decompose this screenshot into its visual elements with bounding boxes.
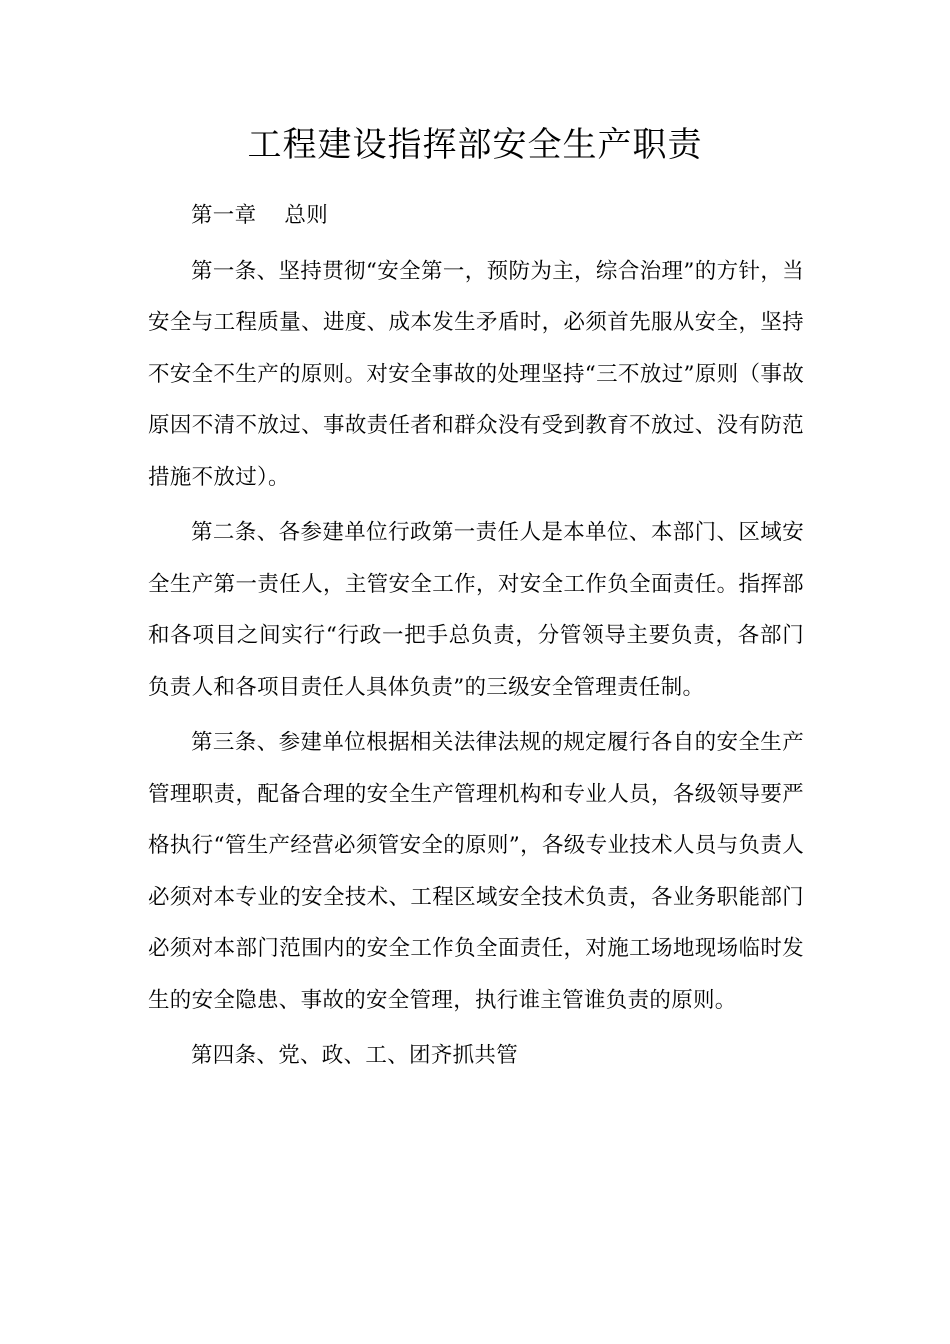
article-3: 第三条、参建单位根据相关法律法规的规定履行各自的安全生产管理职责，配备合理的安全生产管理机构和专业人员，各级领导要严格执行“管生产经营必须管安全的原则”，各级专业技术人员与负责人必须对本专业的安全技术、工程区域安全技术负责，各业务职能部门必须对本部门范围内的安全工作负全面责任，对施工场地现场临时发生的安全隐患、事故的安全管理，执行谁主管谁负责的原则。 bbox=[148, 730, 804, 1013]
document-title: 工程建设指挥部安全生产职责 bbox=[247, 125, 703, 165]
document-body bbox=[148, 190, 804, 1082]
article-4: 第四条、党、政、工、团齐抓共管 bbox=[191, 1043, 519, 1068]
chapter-heading bbox=[148, 190, 804, 242]
article-2: 第二条、各参建单位行政第一责任人是本单位、本部门、区域安全生产第一责任人，主管安全工作，对安全工作负全面责任。指挥部和各项目之间实行“行政一把手总负责，分管领导主要负责，各部门负责人和各项目责任人具体负责”的三级安全管理责任制。 bbox=[148, 520, 804, 700]
chapter-name: 总则 bbox=[284, 203, 329, 228]
article-1: 第一条、坚持贯彻“安全第一，预防为主，综合治理”的方针，当安全与工程质量、进度、成本发生矛盾时，必须首先服从安全，坚持不安全不生产的原则。对安全事故的处理坚持“三不放过”原则（事故原因不清不放过、事故责任者和群众没有受到教育不放过、没有防范措施不放过）。 bbox=[148, 258, 804, 490]
chapter-number: 第一章 bbox=[191, 203, 257, 228]
